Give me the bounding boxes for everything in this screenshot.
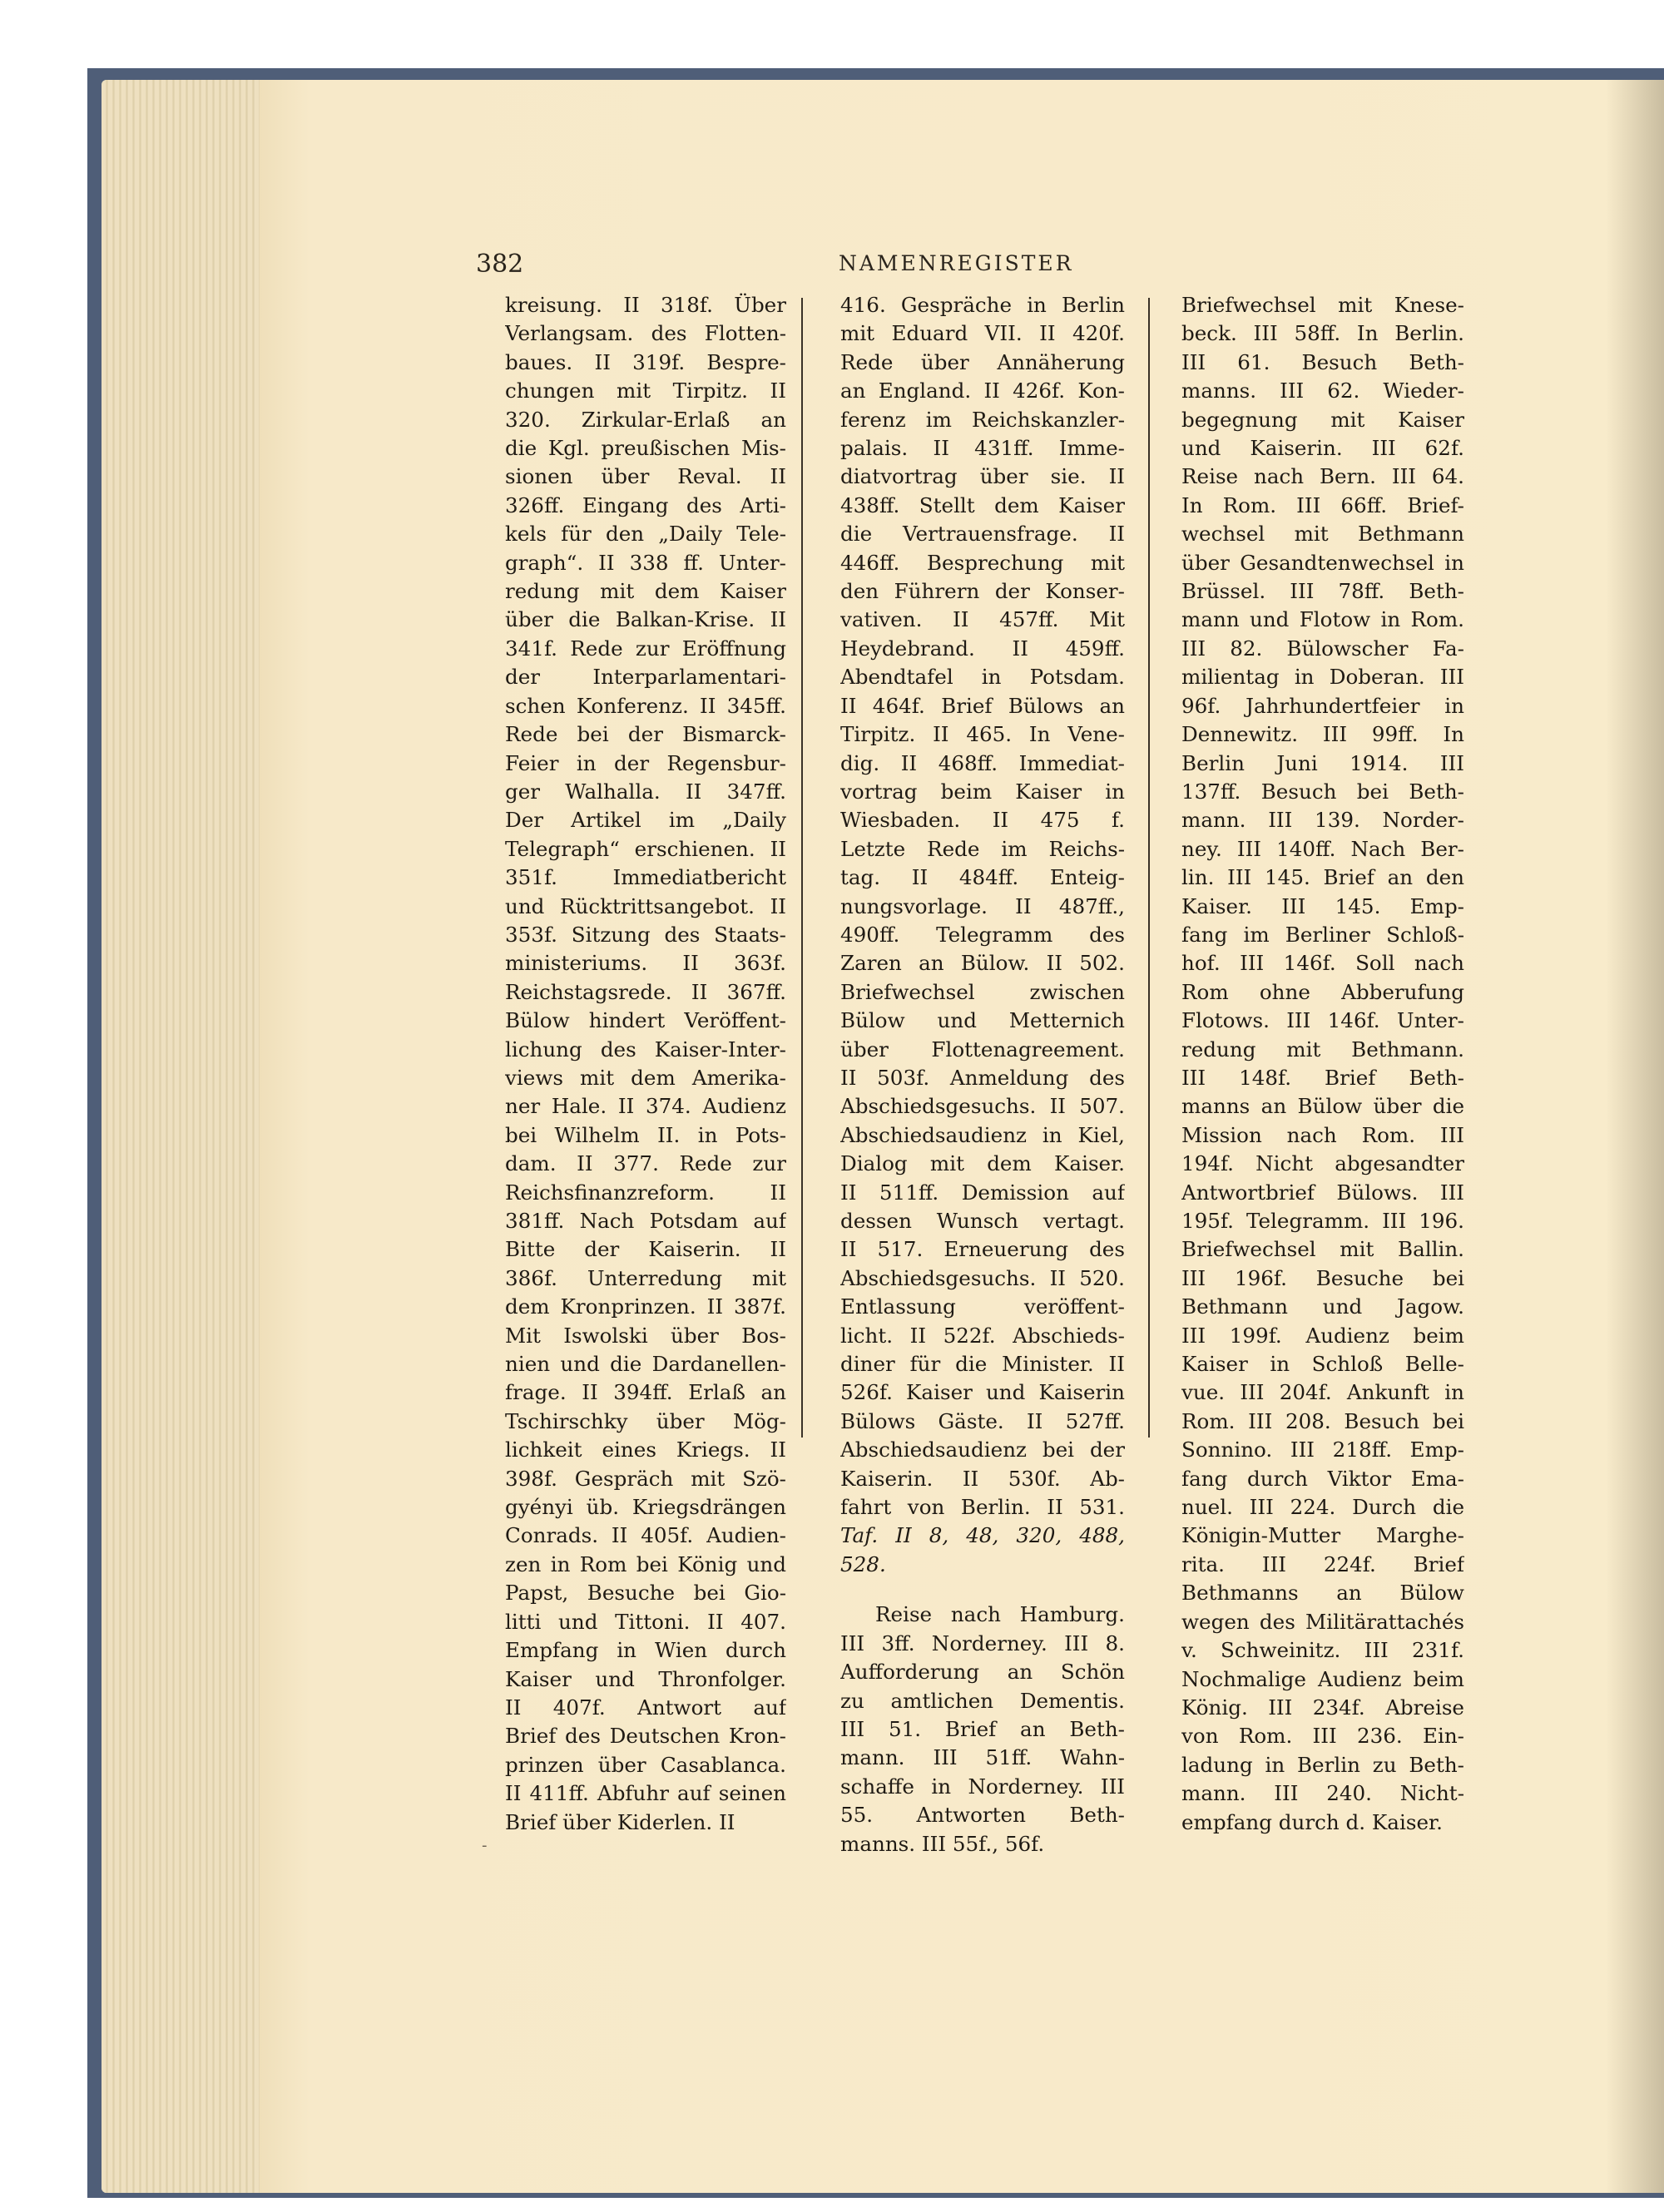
index-column-3 — [1181, 291, 1464, 1837]
index-line: Sonnino. III 218ff. Emp- — [1181, 1438, 1464, 1462]
index-line: und Rücktrittsangebot. II — [505, 893, 786, 918]
index-line: Bitte der Kaiserin. II — [505, 1237, 786, 1262]
index-column-1 — [505, 291, 786, 1837]
index-line: Dialog mit dem Kaiser. — [840, 1151, 1125, 1176]
index-line: views mit dem Amerika- — [505, 1065, 786, 1090]
index-line: 386f. Unterredung mit — [505, 1265, 786, 1290]
index-line: mit Eduard VII. II 420f. — [840, 321, 1125, 346]
index-line: Reichstagsrede. II 367ff. — [505, 979, 786, 1004]
index-line: Taf. II 8, 48, 320, 488, — [840, 1523, 1125, 1548]
index-line: 195f. Telegramm. III 196. — [1181, 1209, 1464, 1233]
index-line: dam. II 377. Rede zur — [505, 1151, 786, 1176]
index-line: prinzen über Casablanca. — [505, 1752, 786, 1777]
index-line: Brief des Deutschen Kron- — [505, 1724, 786, 1749]
index-line: Abschiedsaudienz bei der — [840, 1438, 1125, 1462]
index-line: 137ff. Besuch bei Beth- — [1181, 779, 1464, 804]
index-line: manns an Bülow über die — [1181, 1094, 1464, 1119]
index-line: dessen Wunsch vertagt. — [840, 1209, 1125, 1233]
index-line: empfang durch d. Kaiser. — [1181, 1809, 1443, 1834]
index-line: Nochmalige Audienz beim — [1181, 1666, 1464, 1691]
index-line: II 407f. Antwort auf — [505, 1695, 786, 1720]
column-rule — [801, 298, 803, 1438]
page-header — [0, 250, 1664, 283]
index-line: Mit Iswolski über Bos- — [505, 1323, 786, 1348]
index-line: Bülow hindert Veröffent- — [505, 1008, 786, 1033]
index-line: Telegraph“ erschienen. II — [505, 836, 786, 861]
index-line: 326ff. Eingang des Arti- — [505, 492, 786, 517]
index-line: In Rom. III 66ff. Brief- — [1181, 492, 1464, 517]
index-line: III 148f. Brief Beth- — [1181, 1065, 1464, 1090]
index-line: nuel. III 224. Durch die — [1181, 1495, 1464, 1520]
index-line: 341f. Rede zur Eröffnung — [505, 636, 786, 661]
index-line: 320. Zirkular-Erlaß an — [505, 407, 786, 432]
index-line: wegen des Militärattachés — [1181, 1609, 1464, 1634]
index-line: schen Konferenz. II 345ff. — [505, 693, 786, 718]
index-line: Briefwechsel mit Knese- — [1181, 293, 1464, 317]
index-line: 96f. Jahrhundertfeier in — [1181, 693, 1464, 718]
index-line: manns. III 55f., 56f. — [840, 1831, 1045, 1856]
index-line: sionen über Reval. II — [505, 464, 786, 489]
index-line: Bethmanns an Bülow — [1181, 1581, 1464, 1606]
index-line: Bülow und Metternich — [840, 1008, 1125, 1033]
index-line: Rede über Annäherung — [840, 349, 1125, 374]
index-line: chungen mit Tirpitz. II — [505, 379, 786, 403]
index-line: Brief über Kiderlen. II — [505, 1809, 735, 1834]
page-edges — [102, 80, 268, 2193]
index-line: rita. III 224f. Brief — [1181, 1551, 1464, 1576]
index-line: die Kgl. preußischen Mis- — [505, 436, 786, 461]
index-line: Abendtafel in Potsdam. — [840, 665, 1125, 690]
index-line: Kaiser und Thronfolger. — [505, 1666, 786, 1691]
index-line: kels für den „Daily Tele- — [505, 522, 786, 547]
index-line: Papst, Besuche bei Gio- — [505, 1581, 786, 1606]
index-line: Tirpitz. II 465. In Vene- — [840, 722, 1125, 747]
index-line: die Vertrauensfrage. II — [840, 522, 1125, 547]
index-line: Conrads. II 405f. Audien- — [505, 1523, 786, 1548]
index-line: den Führern der Konser- — [840, 579, 1125, 604]
index-line: Briefwechsel mit Ballin. — [1181, 1237, 1464, 1262]
index-line: 438ff. Stellt dem Kaiser — [840, 492, 1125, 517]
index-line: Abschiedsgesuchs. II 520. — [840, 1265, 1125, 1290]
index-line: der Interparlamentari- — [505, 665, 786, 690]
index-line: graph“. II 338 ff. Unter- — [505, 550, 786, 575]
index-line: Rom ohne Abberufung — [1181, 979, 1464, 1004]
index-line: wechsel mit Bethmann — [1181, 522, 1464, 547]
index-line: Antwortbrief Bülows. III — [1181, 1180, 1464, 1205]
index-line: 398f. Gespräch mit Szö- — [505, 1466, 786, 1491]
index-line: III 82. Bülowscher Fa- — [1181, 636, 1464, 661]
index-line: Aufforderung an Schön — [840, 1660, 1125, 1685]
index-line: gyényi üb. Kriegsdrängen — [505, 1495, 786, 1520]
index-line: ner Hale. II 374. Audienz — [505, 1094, 786, 1119]
index-line: Mission nach Rom. III — [1181, 1122, 1464, 1147]
index-line: tag. II 484ff. Enteig- — [840, 865, 1125, 890]
index-line: Reichsfinanzreform. II — [505, 1180, 786, 1205]
index-line: v. Schweinitz. III 231f. — [1181, 1638, 1464, 1663]
index-line: manns. III 62. Wieder- — [1181, 379, 1464, 403]
index-line: Abschiedsaudienz in Kiel, — [840, 1122, 1125, 1147]
index-line: über Gesandtenwechsel in — [1181, 550, 1464, 575]
index-line: 55. Antworten Beth- — [840, 1803, 1125, 1828]
index-line: lichung des Kaiser-Inter- — [505, 1037, 786, 1061]
index-line: 490ff. Telegramm des — [840, 922, 1125, 947]
index-line: redung mit Bethmann. — [1181, 1037, 1464, 1061]
index-line: lin. III 145. Brief an den — [1181, 865, 1464, 890]
index-line: frage. II 394ff. Erlaß an — [505, 1380, 786, 1405]
index-line: II 517. Erneuerung des — [840, 1237, 1125, 1262]
index-line: III 199f. Audienz beim — [1181, 1323, 1464, 1348]
index-line: Flotows. III 146f. Unter- — [1181, 1008, 1464, 1033]
index-line: ney. III 140ff. Nach Ber- — [1181, 836, 1464, 861]
index-line: fahrt von Berlin. II 531. — [840, 1495, 1125, 1520]
index-line: fang durch Viktor Ema- — [1181, 1466, 1464, 1491]
index-line: dem Kronprinzen. II 387f. — [505, 1294, 786, 1319]
index-line: mann und Flotow in Rom. — [1181, 607, 1464, 632]
index-line: mann. III 139. Norder- — [1181, 808, 1464, 833]
index-line: Reise nach Bern. III 64. — [1181, 464, 1464, 489]
index-line: Heydebrand. II 459ff. — [840, 636, 1125, 661]
index-line: dig. II 468ff. Immediat- — [840, 750, 1125, 775]
index-line: vortrag beim Kaiser in — [840, 779, 1125, 804]
index-line: Königin-Mutter Marghe- — [1181, 1523, 1464, 1548]
index-line: Wiesbaden. II 475 f. — [840, 808, 1125, 833]
index-line: über Flottenagreement. — [840, 1037, 1125, 1061]
index-line: vativen. II 457ff. Mit — [840, 607, 1125, 632]
index-line: III 61. Besuch Beth- — [1181, 349, 1464, 374]
index-line: ger Walhalla. II 347ff. — [505, 779, 786, 804]
index-line: hof. III 146f. Soll nach — [1181, 951, 1464, 976]
index-line: Feier in der Regensbur- — [505, 750, 786, 775]
running-title: NAMENREGISTER — [839, 251, 1074, 275]
index-line: Kaiser. III 145. Emp- — [1181, 893, 1464, 918]
index-line: Bülows Gäste. II 527ff. — [840, 1408, 1125, 1433]
index-line: fang im Berliner Schloß- — [1181, 922, 1464, 947]
index-line: palais. II 431ff. Imme- — [840, 436, 1125, 461]
index-line: ferenz im Reichskanzler- — [840, 407, 1125, 432]
index-line: Dennewitz. III 99ff. In — [1181, 722, 1464, 747]
index-line: Zaren an Bülow. II 502. — [840, 951, 1125, 976]
index-line: Empfang in Wien durch — [505, 1638, 786, 1663]
index-line: kreisung. II 318f. Über — [505, 293, 786, 317]
index-line: beck. III 58ff. In Berlin. — [1181, 321, 1464, 346]
margin-mark: - — [482, 1837, 488, 1854]
index-line: milientag in Doberan. III — [1181, 665, 1464, 690]
index-line: Brüssel. III 78ff. Beth- — [1181, 579, 1464, 604]
index-line: an England. II 426f. Kon- — [840, 379, 1125, 403]
index-line: ladung in Berlin zu Beth- — [1181, 1752, 1464, 1777]
index-line: Reise nach Hamburg. — [875, 1602, 1125, 1627]
index-line: Kaiser in Schloß Belle- — [1181, 1352, 1464, 1377]
index-line: vue. III 204f. Ankunft in — [1181, 1380, 1464, 1405]
index-line: Rom. III 208. Besuch bei — [1181, 1408, 1464, 1433]
index-line: diner für die Minister. II — [840, 1352, 1125, 1377]
index-line: Entlassung veröffent- — [840, 1294, 1125, 1319]
index-line: nungsvorlage. II 487ff., — [840, 893, 1125, 918]
index-line: mann. III 51ff. Wahn- — [840, 1745, 1125, 1770]
index-line: mann. III 240. Nicht- — [1181, 1781, 1464, 1806]
index-line: zen in Rom bei König und — [505, 1551, 786, 1576]
index-line: redung mit dem Kaiser — [505, 579, 786, 604]
index-line: Letzte Rede im Reichs- — [840, 836, 1125, 861]
page-number: 382 — [476, 250, 524, 279]
index-line: Bethmann und Jagow. — [1181, 1294, 1464, 1319]
index-line: Briefwechsel zwischen — [840, 979, 1125, 1004]
index-line: II 464f. Brief Bülows an — [840, 693, 1125, 718]
index-line: III 196f. Besuche bei — [1181, 1265, 1464, 1290]
index-line: 381ff. Nach Potsdam auf — [505, 1209, 786, 1233]
index-line: II 411ff. Abfuhr auf seinen — [505, 1781, 786, 1806]
index-line: begegnung mit Kaiser — [1181, 407, 1464, 432]
index-line: litti und Tittoni. II 407. — [505, 1609, 786, 1634]
gutter-shadow — [1606, 80, 1664, 2193]
index-line: Kaiserin. II 530f. Ab- — [840, 1466, 1125, 1491]
index-line: bei Wilhelm II. in Pots- — [505, 1122, 786, 1147]
index-line: Abschiedsgesuchs. II 507. — [840, 1094, 1125, 1119]
index-line: licht. II 522f. Abschieds- — [840, 1323, 1125, 1348]
index-line: 528. — [840, 1551, 886, 1576]
index-line: 416. Gespräche in Berlin — [840, 293, 1125, 317]
index-line: diatvortrag über sie. II — [840, 464, 1125, 489]
index-line: ministeriums. II 363f. — [505, 951, 786, 976]
index-line: Der Artikel im „Daily — [505, 808, 786, 833]
index-line: 194f. Nicht abgesandter — [1181, 1151, 1464, 1176]
index-line: von Rom. III 236. Ein- — [1181, 1724, 1464, 1749]
index-line: und Kaiserin. III 62f. — [1181, 436, 1464, 461]
index-column-2 — [840, 291, 1125, 1858]
index-line: nien und die Dardanellen- — [505, 1352, 786, 1377]
index-line: zu amtlichen Dementis. — [840, 1688, 1125, 1713]
index-line: 526f. Kaiser und Kaiserin — [840, 1380, 1125, 1405]
index-line: 353f. Sitzung des Staats- — [505, 922, 786, 947]
index-line: schaffe in Norderney. III — [840, 1774, 1125, 1799]
index-line: König. III 234f. Abreise — [1181, 1695, 1464, 1720]
index-line: II 503f. Anmeldung des — [840, 1065, 1125, 1090]
index-line: III 3ff. Norderney. III 8. — [840, 1631, 1125, 1655]
index-line: 446ff. Besprechung mit — [840, 550, 1125, 575]
index-line: Tschirschky über Mög- — [505, 1408, 786, 1433]
index-line: über die Balkan-Krise. II — [505, 607, 786, 632]
index-line: III 51. Brief an Beth- — [840, 1716, 1125, 1741]
index-line: Berlin Juni 1914. III — [1181, 750, 1464, 775]
index-line: Verlangsam. des Flotten- — [505, 321, 786, 346]
index-line: baues. II 319f. Bespre- — [505, 349, 786, 374]
index-line: lichkeit eines Kriegs. II — [505, 1438, 786, 1462]
column-rule — [1148, 298, 1150, 1438]
index-line: 351f. Immediatbericht — [505, 865, 786, 890]
index-line: II 511ff. Demission auf — [840, 1180, 1125, 1205]
index-line: Rede bei der Bismarck- — [505, 722, 786, 747]
